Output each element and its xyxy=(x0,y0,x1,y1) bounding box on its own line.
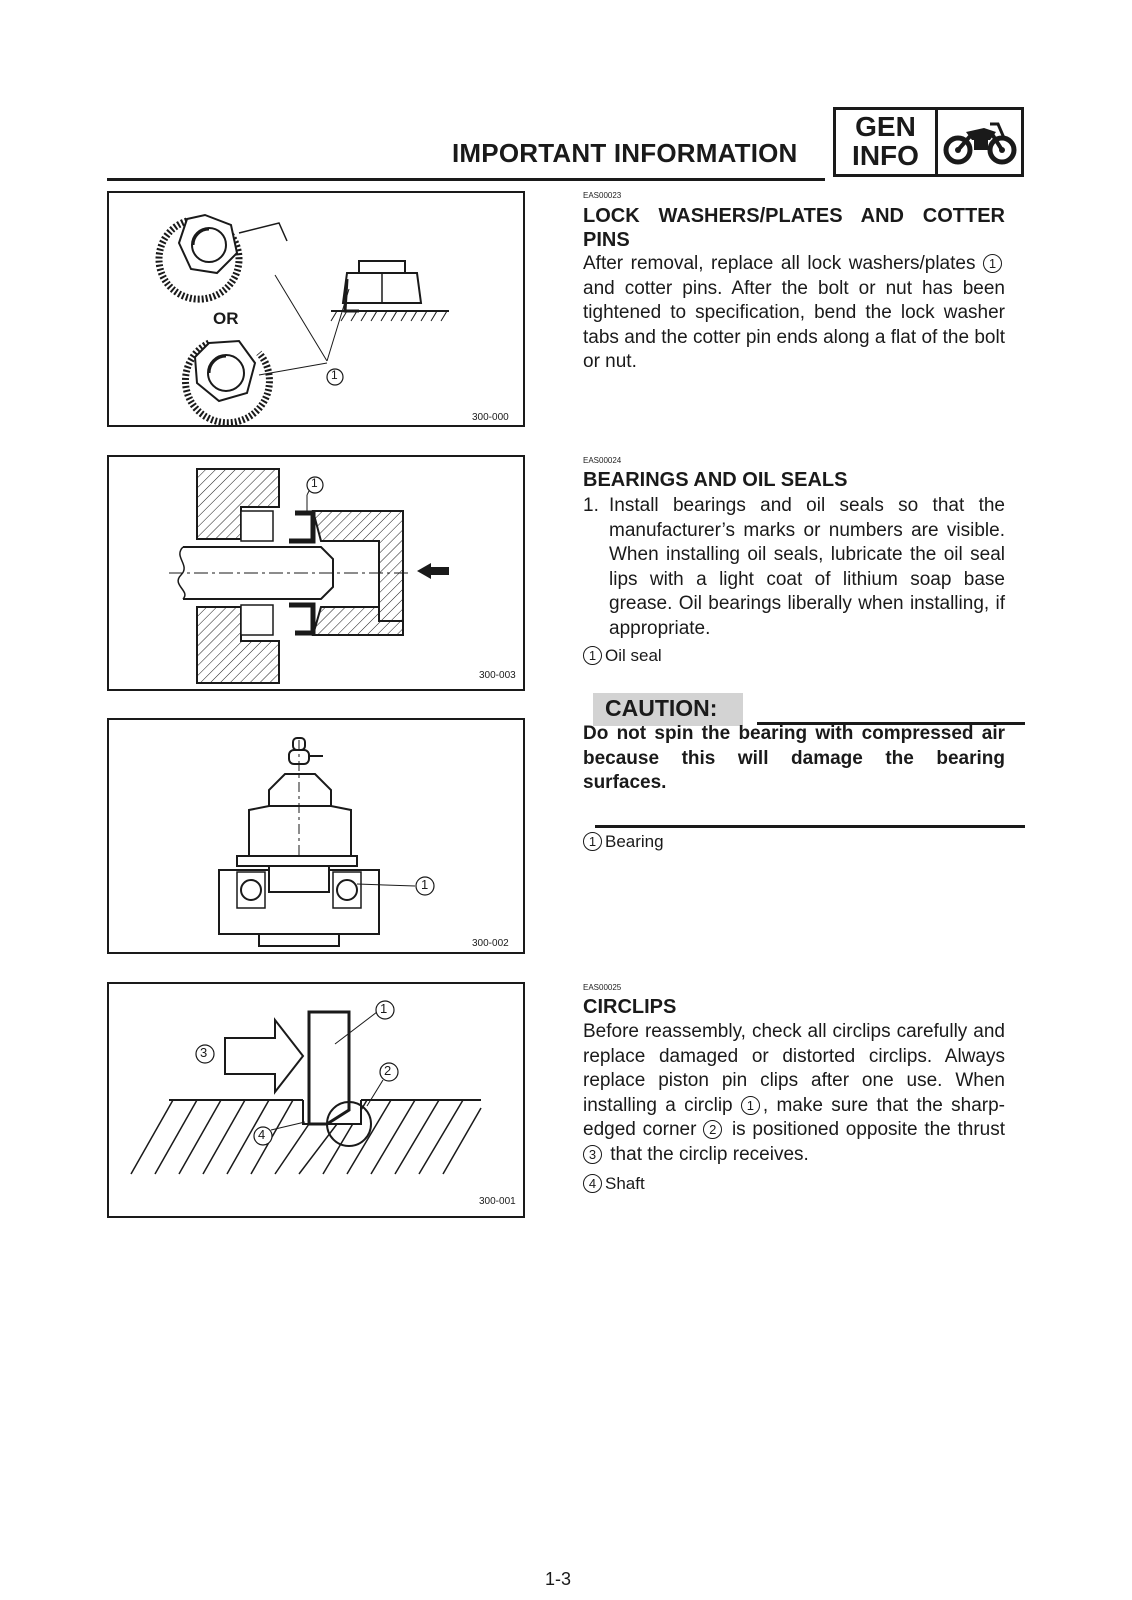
lock-text-a: After removal, replace all lock washers/plates xyxy=(583,253,976,274)
caution-label: CAUTION: xyxy=(605,695,718,721)
fig2-callout-1: 1 xyxy=(311,476,318,490)
section-title-lock-line2: PINS xyxy=(583,229,630,251)
circlip-drawing xyxy=(109,984,527,1220)
fig1-callout-1: 1 xyxy=(331,368,338,382)
figure-circlip xyxy=(107,982,525,1218)
bearings-step-1 xyxy=(583,494,1005,641)
header-rule xyxy=(107,178,825,181)
fig4-callout-2: 2 xyxy=(384,1063,392,1078)
fig4-callout-4: 4 xyxy=(258,1127,266,1142)
bearings-callout-oil-seal xyxy=(583,644,662,668)
lock-paragraph xyxy=(583,252,1005,375)
figure-bearing xyxy=(107,718,525,954)
section-title-circlips: CIRCLIPS xyxy=(583,996,677,1018)
section-title-bearings: BEARINGS AND OIL SEALS xyxy=(583,469,848,491)
badge-divider xyxy=(935,110,938,174)
oil-seal-ref-1: 1 xyxy=(583,646,602,665)
circlips-text-b: , make sure that the sharp-edged corner xyxy=(583,1094,1005,1140)
lock-text-b: and cotter pins. After the bolt or nut has been tightened to specification, bend the lock washer tabs and the cotter pin ends along a flat of the bolt or nut. xyxy=(583,277,1005,372)
figure-lock-washers xyxy=(107,191,525,427)
badge-line-2: INFO xyxy=(852,140,919,171)
bearing-label: Bearing xyxy=(605,832,664,851)
fig1-code: 300-000 xyxy=(472,412,509,423)
section-code-lock: EAS00023 xyxy=(583,191,622,200)
fig3-callout-1: 1 xyxy=(421,877,429,892)
bearing-ref-1: 1 xyxy=(583,832,602,851)
bearings-step-number: 1. xyxy=(583,495,599,516)
badge-line-1: GEN xyxy=(855,111,916,142)
badge-label xyxy=(838,112,933,170)
caution-text: Do not spin the bearing with compressed air because this will damage the bearing surfaces. xyxy=(583,723,1005,793)
circlips-text-c: is positioned opposite the thrust xyxy=(731,1119,1006,1140)
fig3-code: 300-002 xyxy=(472,938,509,949)
section-title-lock-line1: LOCK WASHERS/PLATES AND COTTER xyxy=(583,205,1005,227)
motorcycle-icon xyxy=(942,118,1018,168)
fig2-code: 300-003 xyxy=(479,670,516,681)
section-badge xyxy=(833,107,1024,177)
figure-oil-seal xyxy=(107,455,525,691)
lock-ref-1: 1 xyxy=(983,254,1002,273)
lock-washer-drawing xyxy=(109,193,527,429)
section-code-bearings: EAS00024 xyxy=(583,456,622,465)
shaft-label: Shaft xyxy=(605,1174,645,1193)
shaft-ref-4: 4 xyxy=(583,1174,602,1193)
section-code-circlips: EAS00025 xyxy=(583,983,622,992)
bearings-callout-bearing xyxy=(583,830,664,854)
section-title-lock xyxy=(583,204,1005,252)
bearing-drawing xyxy=(109,720,527,956)
fig4-callout-1: 1 xyxy=(380,1001,388,1016)
oil-seal-drawing xyxy=(109,457,527,693)
circlips-callout-shaft xyxy=(583,1172,645,1196)
oil-seal-label: Oil seal xyxy=(605,646,662,665)
circlips-text-a: Before reassembly, check all circlips carefully and replace damaged or distorted circlips. Always replace piston pin clips after one use. When installing a circlip xyxy=(583,1021,1005,1116)
fig4-code: 300-001 xyxy=(479,1196,516,1207)
circlips-ref-3: 3 xyxy=(583,1145,602,1164)
fig1-or-label: OR xyxy=(213,309,239,328)
circlips-paragraph xyxy=(583,1020,1005,1167)
fig4-callout-3: 3 xyxy=(200,1045,208,1060)
circlips-text-d: that the circlip receives. xyxy=(610,1143,809,1165)
circlips-ref-1: 1 xyxy=(741,1096,760,1115)
bearings-step-text: Install bearings and oil seals so that the manufacturer’s marks or numbers are visible. When installing oil seals, lubricate the oil seal lips with a light coat of lithium soap base grease. Oil bearings liberally when installing, if appropriate. xyxy=(609,495,1005,639)
page-title: IMPORTANT INFORMATION xyxy=(452,138,798,168)
circlips-ref-2: 2 xyxy=(703,1120,722,1139)
page-number: 1-3 xyxy=(545,1569,572,1589)
caution-rule-bottom xyxy=(595,825,1025,828)
